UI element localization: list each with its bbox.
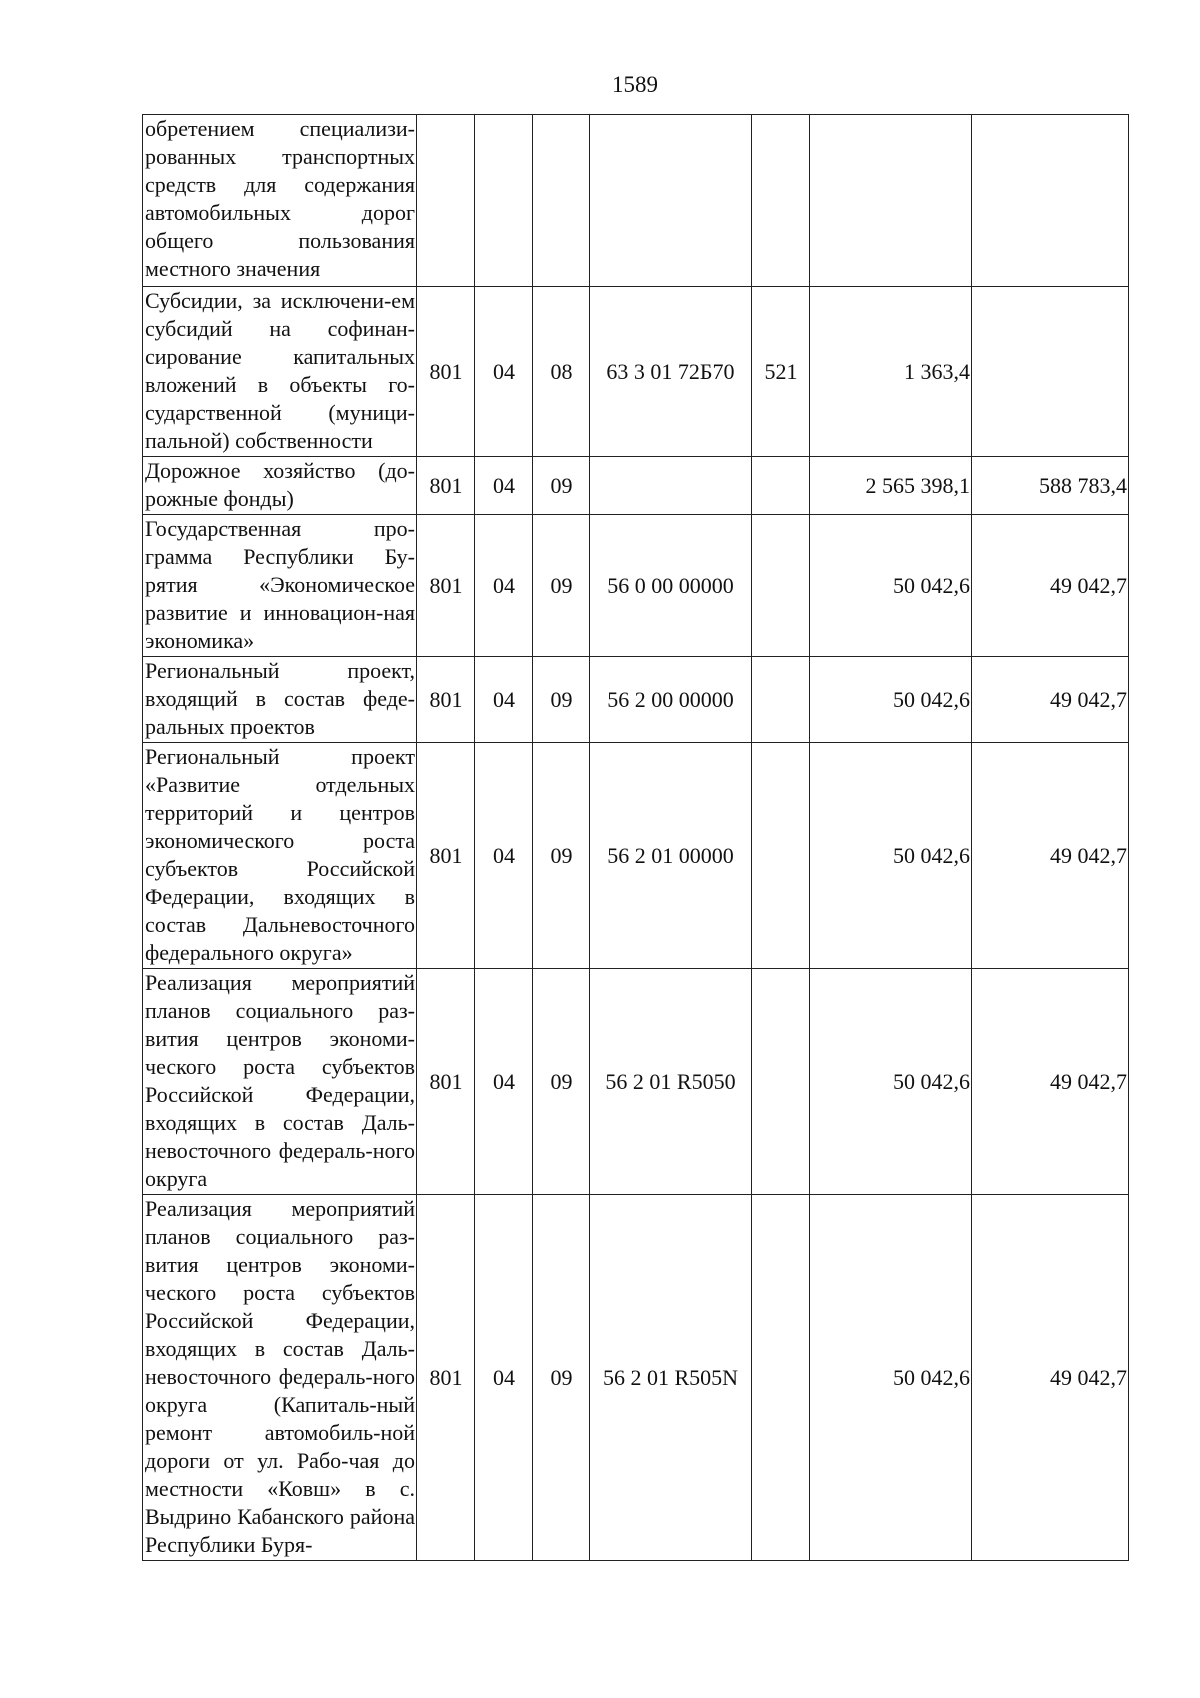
sum-first: 50 042,6	[810, 969, 972, 1195]
section-code: 04	[475, 969, 533, 1195]
row-description: Региональный проект, входящий в состав феде-ральных проектов	[143, 657, 417, 743]
target-article-code: 63 3 01 72Б70	[590, 287, 752, 457]
subsection-code: 09	[533, 969, 590, 1195]
table-row	[143, 457, 1129, 515]
ministry-code: 801	[417, 657, 475, 743]
sum-first: 2 565 398,1	[810, 457, 972, 515]
subsection-code	[533, 115, 590, 287]
table-row	[143, 969, 1129, 1195]
ministry-code: 801	[417, 969, 475, 1195]
table-row	[143, 657, 1129, 743]
sum-first: 50 042,6	[810, 515, 972, 657]
sum-second: 49 042,7	[972, 657, 1129, 743]
table-row	[143, 743, 1129, 969]
expense-type-code	[752, 743, 810, 969]
row-description: Реализация мероприятий планов социального раз-вития центров экономи-ческого роста субъектов Российской Федерации, входящих в состав Даль-невосточного федераль-ного округа	[143, 969, 417, 1195]
section-code: 04	[475, 743, 533, 969]
expense-type-code	[752, 457, 810, 515]
ministry-code	[417, 115, 475, 287]
section-code: 04	[475, 287, 533, 457]
budget-table	[142, 114, 1129, 1561]
sum-second	[972, 287, 1129, 457]
subsection-code: 09	[533, 657, 590, 743]
ministry-code: 801	[417, 287, 475, 457]
expense-type-code	[752, 115, 810, 287]
row-description: Дорожное хозяйство (до-рожные фонды)	[143, 457, 417, 515]
section-code: 04	[475, 457, 533, 515]
table-row	[143, 1195, 1129, 1561]
ministry-code: 801	[417, 743, 475, 969]
sum-second: 49 042,7	[972, 743, 1129, 969]
subsection-code: 09	[533, 515, 590, 657]
target-article-code: 56 2 01 00000	[590, 743, 752, 969]
target-article-code	[590, 115, 752, 287]
target-article-code: 56 0 00 00000	[590, 515, 752, 657]
expense-type-code	[752, 657, 810, 743]
sum-first	[810, 115, 972, 287]
sum-first: 50 042,6	[810, 657, 972, 743]
target-article-code: 56 2 00 00000	[590, 657, 752, 743]
sum-second: 49 042,7	[972, 1195, 1129, 1561]
target-article-code: 56 2 01 R5050	[590, 969, 752, 1195]
expense-type-code: 521	[752, 287, 810, 457]
ministry-code: 801	[417, 1195, 475, 1561]
expense-type-code	[752, 1195, 810, 1561]
table-row	[143, 515, 1129, 657]
subsection-code: 09	[533, 457, 590, 515]
expense-type-code	[752, 969, 810, 1195]
sum-first: 50 042,6	[810, 743, 972, 969]
section-code	[475, 115, 533, 287]
expense-type-code	[752, 515, 810, 657]
section-code: 04	[475, 657, 533, 743]
section-code: 04	[475, 515, 533, 657]
target-article-code: 56 2 01 R505N	[590, 1195, 752, 1561]
target-article-code	[590, 457, 752, 515]
table-row	[143, 115, 1129, 287]
subsection-code: 09	[533, 743, 590, 969]
sum-second: 588 783,4	[972, 457, 1129, 515]
row-description: Субсидии, за исключени-ем субсидий на софинан-сирование капитальных вложений в объекты го-сударственной (муници-пальной) собственности	[143, 287, 417, 457]
sum-first: 1 363,4	[810, 287, 972, 457]
sum-second	[972, 115, 1129, 287]
sum-second: 49 042,7	[972, 515, 1129, 657]
subsection-code: 09	[533, 1195, 590, 1561]
sum-first: 50 042,6	[810, 1195, 972, 1561]
row-description: Реализация мероприятий планов социального раз-вития центров экономи-ческого роста субъектов Российской Федерации, входящих в состав Даль-невосточного федераль-ного округа (Капиталь-ный ремонт автомобиль-ной дороги от ул. Рабо-чая до местности «Ковш» в с. Выдрино Кабанского района Республики Буря-	[143, 1195, 417, 1561]
page-number: 1589	[612, 72, 658, 97]
section-code: 04	[475, 1195, 533, 1561]
row-description: Государственная про-грамма Республики Бу-рятия «Экономическое развитие и инновацион-ная экономика»	[143, 515, 417, 657]
ministry-code: 801	[417, 457, 475, 515]
ministry-code: 801	[417, 515, 475, 657]
sum-second: 49 042,7	[972, 969, 1129, 1195]
subsection-code: 08	[533, 287, 590, 457]
table-row	[143, 287, 1129, 457]
row-description: Региональный проект «Развитие отдельных территорий и центров экономического роста субъектов Российской Федерации, входящих в состав Дальневосточного федерального округа»	[143, 743, 417, 969]
row-description: обретением специализи-рованных транспортных средств для содержания автомобильных дорог общего пользования местного значения	[143, 115, 417, 287]
